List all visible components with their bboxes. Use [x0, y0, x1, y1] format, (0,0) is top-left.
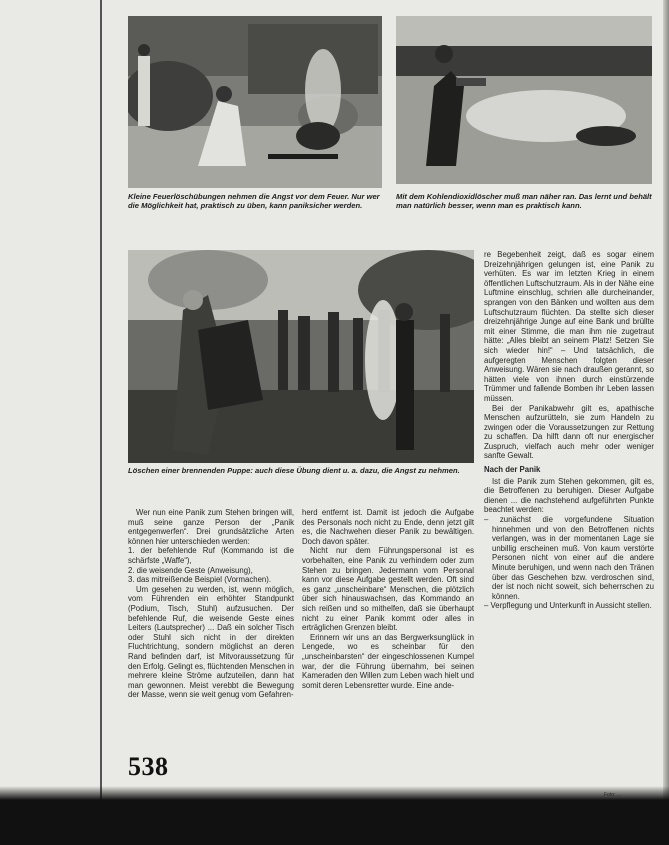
paragraph: 3. das mitreißende Beispiel (Vormachen).	[128, 575, 272, 585]
text-column-1	[128, 508, 294, 752]
caption-photo-3: Löschen einer brennenden Puppe: auch diese Übung dient u. a. dazu, die Angst zu nehmen.	[128, 466, 460, 475]
photo-co2-extinguisher	[396, 16, 652, 184]
text-column-3	[484, 250, 654, 770]
paragraph: Ist die Panik zum Stehen gekommen, gilt es, die Betroffenen zu beruhigen. Dieser Aufgabe dienen ... die nachstehend aufgeführten Punkte beachtet werden:	[484, 476, 654, 515]
paragraph: Bei der Panikabwehr gilt es, apathische Menschen aufzurütteln, sie zum Handeln zu zwingen oder die Voraussetzungen zur Rettung zu schaffen. Da hilft dann oft nur energischer Zuspruch, vielfach auch mehr oder weniger sanfte Gewalt.	[484, 403, 654, 461]
binding-spine	[100, 0, 102, 845]
list-item: – Verpflegung und Unterkunft in Aussicht stellen.	[484, 601, 652, 611]
photo-burning-dummy	[128, 250, 474, 463]
page-edge	[663, 0, 669, 845]
paragraph: Erinnern wir uns an das Bergwerksunglück in Lengede, wo es scheinbar für den „unscheinbarsten“ der eingeschlossenen Kumpel war, der die Führung übernahm, bei seinen Kameraden den Willen zum Leben wach hielt und somit deren Lebensretter wurde. Eine ande-	[302, 632, 474, 690]
page-number: 538	[128, 752, 169, 781]
scan-shadow	[0, 800, 669, 845]
caption-photo-1: Kleine Feuerlöschübungen nehmen die Angst vor dem Feuer. Nur wer die Möglichkeit hat, praktisch zu üben, kann paniksicher werden.	[128, 192, 380, 211]
paragraph: Um gesehen zu werden, ist, wenn möglich, vom Führenden ein erhöhter Standpunkt (Podium, Tisch, Stuhl) aufzusuchen. Der befehlende Ruf, die weisende Geste eines Leiters (Lautsprecher) ... Daß ein solcher Tisch oder Stuhl sich nicht in der direkten Fluchtrichtung, sondern möglichst an deren Rand befinden darf, ist Mitvoraussetzung für den Erfolg. Gelingt es, flüchtenden Menschen in mehrere kleine Ströme aufzuteilen, dann hat man gewonnen. Meist verebbt die Bewegung der Masse, wenn sie weit genug vom Gefahren-	[128, 584, 294, 700]
list-item: – zunächst die vorgefundene Situation hinnehmen und von den Betroffenen nichts verlangen, was in der momentanen Lage sie unbillig erscheinen muß. Von kaum verstörte Personen nicht von einer auf die andere Minute beruhigen, und wenn nach den Tränen über das Geschehen bzw. verdroschen sind, der ist noch nicht soweit, sich beherrschen zu können.	[484, 515, 654, 601]
paragraph: 1. der befehlende Ruf (Kommando ist die schärfste „Waffe“),	[128, 546, 294, 565]
paragraph: 2. die weisende Geste (Anweisung),	[128, 565, 253, 575]
text-column-2	[302, 508, 474, 752]
section-heading: Nach der Panik	[484, 465, 541, 475]
paragraph: Wer nun eine Panik zum Stehen bringen will, muß seine ganze Person der „Panik entgegenwerfen“. Drei grundsätzliche Arten können hier unterschieden werden:	[128, 508, 294, 546]
paragraph: re Begebenheit zeigt, daß es sogar einem Dreizehnjährigen gelungen ist, eine Panik zu verhüten. Es war im letzten Krieg in einem öffentlichen Luftschutzraum. Als in der Nähe eine Luftmine einschlug, schrien alle durcheinander, sprangen von den Bänken und wollten aus dem Luftschutzraum flüchten. Da stellte sich dieser dreizehnjährige Junge auf eine Bank und brüllte mit einer Stimme, die man ihm nie zugetraut hätte: „Alles bleibt an seinem Platz! Setzen Sie sich wieder hin!“ – Und tatsächlich, die aufgeregten Menschen folgten dieser Anweisung. Wären sie nach draußen gerannt, so hätten viele von ihnen durch einstürzende Trümmer und fallende Bomben ihr Leben lassen müssen.	[484, 250, 654, 403]
photo-fire-exercise	[128, 16, 382, 188]
paragraph: Nicht nur dem Führungspersonal ist es vorbehalten, eine Panik zu verhindern oder zum Stehen zu bringen. Jedermann vom Personal kann vor diese Aufgabe gestellt werden. Oft sind es ganz „unscheinbare“ Menschen, die plötzlich über sich hinauswachsen, das Kommando an sich reißen und so mithelfen, daß sie überhaupt nicht zu einer Panik kommt oder alles in erträglichen Grenzen bleibt.	[302, 546, 474, 633]
paragraph: herd entfernt ist. Damit ist jedoch die Aufgabe des Personals noch nicht zu Ende, denn jetzt gilt es, die Nachwehen dieser Panik zu bewältigen. Doch davon später.	[302, 508, 474, 546]
caption-photo-2: Mit dem Kohlendioxidlöscher muß man näher ran. Das lernt und behält man natürlich besser, wenn man es praktisch kann.	[396, 192, 652, 211]
